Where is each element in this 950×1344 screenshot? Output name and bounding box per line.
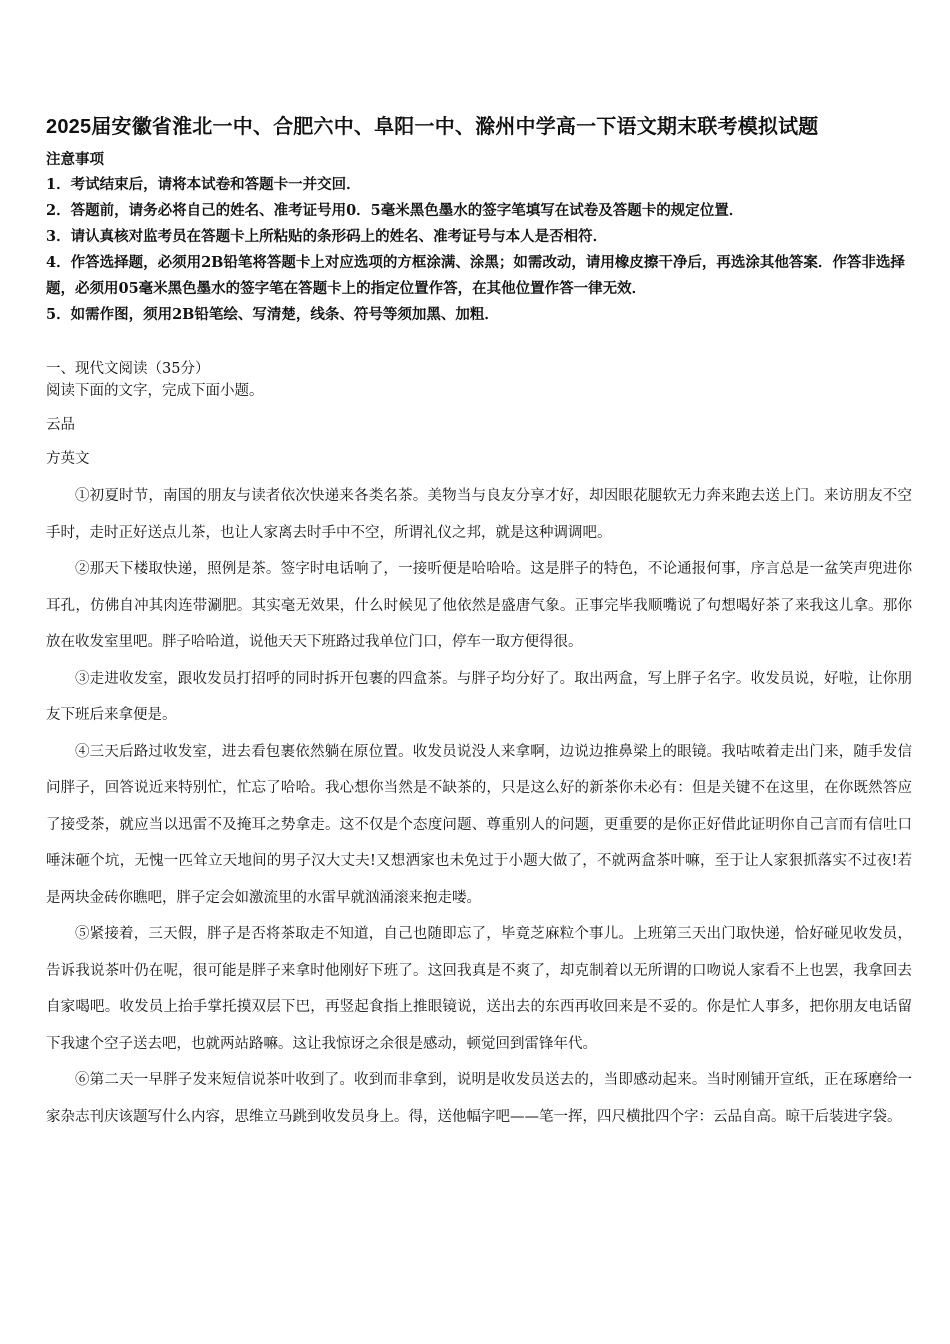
section-instruction: 阅读下面的文字，完成下面小题。 — [46, 383, 264, 399]
article-paragraph: ⑥第二天一早胖子发来短信说茶叶收到了。收到而非拿到，说明是收发员送去的，当即感动起来。当时刚铺开宣纸，正在琢磨给一家杂志刊庆该题写什么内容，思维立马跳到收发员身上。得，送他幅字吧——笔一挥，四尺横批四个字：云品自高。晾干后装进字袋。 — [46, 1072, 912, 1125]
article-paragraph: ④三天后路过收发室，进去看包裹依然躺在原位置。收发员说没人来拿啊，边说边推鼻梁上的眼镜。我咕哝着走出门来，随手发信问胖子，回答说近来特别忙，忙忘了哈哈。我心想你当然是不缺茶的，只是这么好的新茶你未必有：但是关键不在这里，在你既然答应了接受茶，就应当以迅雷不及掩耳之势拿走。这不仅是个态度问题、尊重别人的问题，更重要的是你正好借此证明你自己言而有信吐口唾沫砸个坑，无愧一匹耸立天地间的男子汉大丈夫!又想洒家也未免过于小题大做了，不就两盒茶叶嘛，至于让人家狠抓落实不过夜!若是两块金砖你瞧吧，胖子定会如激流里的水雷早就汹涌滚来抱走喽。 — [46, 743, 912, 906]
section-heading: 一、现代文阅读（35分） — [46, 361, 210, 377]
exam-title: 2025届安徽省淮北一中、合肥六中、阜阳一中、滁州中学高一下语文期末联考模拟试题 — [46, 116, 819, 138]
article-author: 方英文 — [46, 451, 90, 467]
exam-page — [46, 112, 912, 1135]
article-paragraph: ⑤紧接着，三天假，胖子是否将茶取走不知道，自己也随即忘了，毕竟芝麻粒个事儿。上班第三天出门取快递，恰好碰见收发员，告诉我说茶叶仍在呢，很可能是胖子来拿时他刚好下班了。这回我真是不爽了，却克制着以无所谓的口吻说人家看不上也罢，我拿回去自家喝吧。收发员上抬手掌托摸双层下巴，再竖起食指上推眼镜说，送出去的东西再收回来是不妥的。你是忙人事多，把你朋友电话留下我逮个空子送去吧，也就两站路嘛。这让我惊讶之余很是感动，顿觉回到雷锋年代。 — [46, 926, 912, 1052]
reading-section — [46, 358, 912, 1135]
notice-heading: 注意事项 — [46, 151, 104, 168]
notice-item: 2．答题前，请务必将自己的姓名、准考证号用0．5毫米黑色墨水的签字笔填写在试卷及答题卡的规定位置． — [46, 202, 744, 219]
article-paragraph: ①初夏时节，南国的朋友与读者依次快递来各类名茶。美物当与良友分享才好，却因眼花腿软无力奔来跑去送上门。来访朋友不空手时，走时正好送点儿茶，也让人家离去时手中不空，所谓礼仪之邦，就是这种调调吧。 — [46, 488, 912, 541]
notice-item: 4．作答选择题，必须用2B铅笔将答题卡上对应选项的方框涂满、涂黑；如需改动，请用橡皮擦干净后，再选涂其他答案．作答非选择题，必须用05毫米黑色墨水的签字笔在答题卡上的指定位置作答，在其他位置作答一律无效． — [46, 254, 905, 297]
notice-item: 5．如需作图，须用2B铅笔绘、写清楚，线条、符号等须加黑、加粗． — [46, 306, 499, 323]
article-paragraph: ②那天下楼取快递，照例是茶。签字时电话响了，一接听便是哈哈哈。这是胖子的特色，不论通报何事，序言总是一盆笑声兜进你耳孔，仿佛自冲其肉连带涮肥。其实毫无效果，什么时候见了他依然是盛唐气象。正事完毕我顺嘴说了句想喝好茶了来我这儿拿。那你放在收发室里吧。胖子哈哈道，说他天天下班路过我单位门口，停车一取方便得很。 — [46, 561, 912, 650]
notice-item: 1．考试结束后，请将本试卷和答题卡一并交回． — [46, 176, 361, 193]
notice-block — [46, 148, 912, 328]
notice-item: 3．请认真核对监考员在答题卡上所粘贴的条形码上的姓名、准考证号与本人是否相符． — [46, 228, 608, 245]
notice-list — [46, 172, 912, 328]
article-paragraph: ③走进收发室，跟收发员打招呼的同时拆开包裹的四盒茶。与胖子均分好了。取出两盒，写上胖子名字。收发员说，好啦，让你朋友下班后来拿便是。 — [46, 670, 912, 723]
article-title: 云品 — [46, 417, 75, 433]
article-body — [46, 478, 912, 1135]
